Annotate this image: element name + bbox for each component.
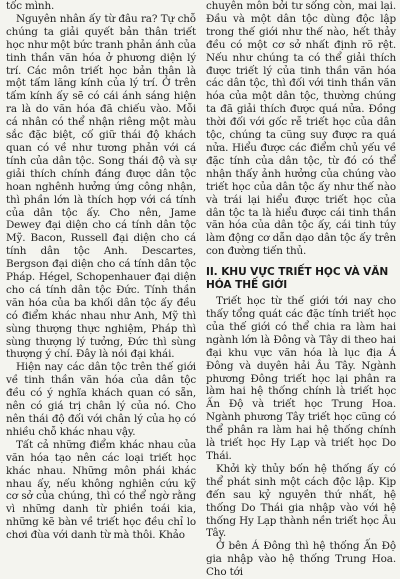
right-column <box>206 0 396 579</box>
paragraph: chuyên môn bởi tư sống còn, mai lại. Đầu và một dân tộc dùng độc lập trong thế giới như thế nào, hết thảy đều có một cơ sở nhất định rõ rệt. Nếu như chúng ta có thể giải thích được triết lý của tinh thần văn hóa các dân tộc, thì đối với tinh thần văn hóa của một dân tộc, thường chúng ta đã giải thích được quá nửa. Đồng thời đối với gốc rễ triết học của dân tộc, chúng ta cũng suy được ra quá nửa. Hiểu được các điểm chủ yếu về đặc tính của dân tộc, từ đó có thể nhận thấy ảnh hưởng của chúng vào triết học của dân tộc ấy như thế nào và trái lại hiểu được triết học của dân tộc ta là hiểu được cái tinh thần văn hóa của dân tộc ấy, cái tinh túy làm động cơ dẫn dạo dân tộc ấy trên con đường tiến thủ. <box>206 0 396 258</box>
left-column <box>6 0 196 542</box>
paragraph: Ở bên Á Đông thì hệ thống Ấn Độ gia nhập vào hệ thống Trung Hoa. Cho tới <box>206 540 396 579</box>
section-heading: II. KHU VỰC TRIẾT HỌC VÀ VĂN HÓA THẾ GIỚI <box>206 266 389 292</box>
paragraph: tốc mình. <box>6 0 55 12</box>
paragraph: Tất cả những điểm khác nhau của văn hóa tạo nên các loại triết học khác nhau. Những môn phái khác nhau ấy, nếu không nghiên cứu kỹ cơ sở của chúng, thì có thể ngờ rằng vì những danh từ phiền toái kia, những kẽ bàn về triết học đều chỉ lo chơi đùa với danh từ mà thôi. Khảo <box>6 438 196 542</box>
paragraph: Hiện nay các dân tộc trên thế giới về tinh thần văn hóa của dân tộc đều có ý nghĩa khách quan có sẵn, nên có giá trị chân lý của nó. Cho nên thái độ đối với chân lý của họ có nhiều chỗ khác nhau vậy. <box>6 361 196 438</box>
paragraph: Khởi kỳ thủy bốn hệ thống ấy có thể phát sinh một cách độc lập. Kịp đến sau kỷ nguyên thứ nhất, hệ thống Do Thái gia nhập vào với hệ thống Hy Lạp thành nền triết học Âu Tây. <box>206 462 396 540</box>
paragraph: Nguyên nhân ấy từ đâu ra? Tự chỗ chúng ta giải quyết bản thân triết học như một bức tranh phản ánh của tinh thần văn hóa ở phương diện lý trí. Các môn triết học bản thân là một tấm lăng kính của lý trí. Ở trên tấm kính ấy sẽ có cái ánh sáng hiện ra là do văn hóa đã chiếu vào. Mỗi cá nhân có thể nhận riêng một màu sắc đặc biệt, cố giữ thái độ khách quan có về như tương phản với cá tính của dân tộc. Song thái độ và sự giải thích chính đáng được dân tộc hoan nghênh hưởng ứng công nhận, thì phần lớn là thích hợp với cá tính của dân tộc ấy. Cho nên, Jame Dewey đại diện cho cá tính dân tộc Mỹ. Bacon, Russell đại diện cho cá tính dân tộc Anh. Descartes, Bergson đại diện cho cá tính dân tộc Pháp. Hégel, Schopenhauer đại diện cho cá tính dân tộc Đức. Tính thần văn hóa của ba khối dân tộc ấy đều có điểm khác nhau như Anh, Mỹ thì sùng thượng thực nghiệm, Pháp thì sùng thượng lý tưởng, Đức thì sùng thượng ý chí. Đây là nói đại khái. <box>6 12 196 361</box>
paragraph: Triết học từ thế giới tới nay cho thấy tổng quát các đặc tính triết học của thế giới có thể chia ra làm hai ngành lớn là Đông và Tây di theo hai đại khu vực văn hóa là lục địa Á Đông và duyên hải Âu Tây. Ngành phương Đông triết học lại phân ra làm hai hệ thống chính là triết học Ấn Độ và triết học Trung Hoa. Ngành phương Tây triết học cũng có thể phân ra làm hai hệ thống chính là triết học Hy Lạp và triết học Do Thái. <box>206 295 396 462</box>
